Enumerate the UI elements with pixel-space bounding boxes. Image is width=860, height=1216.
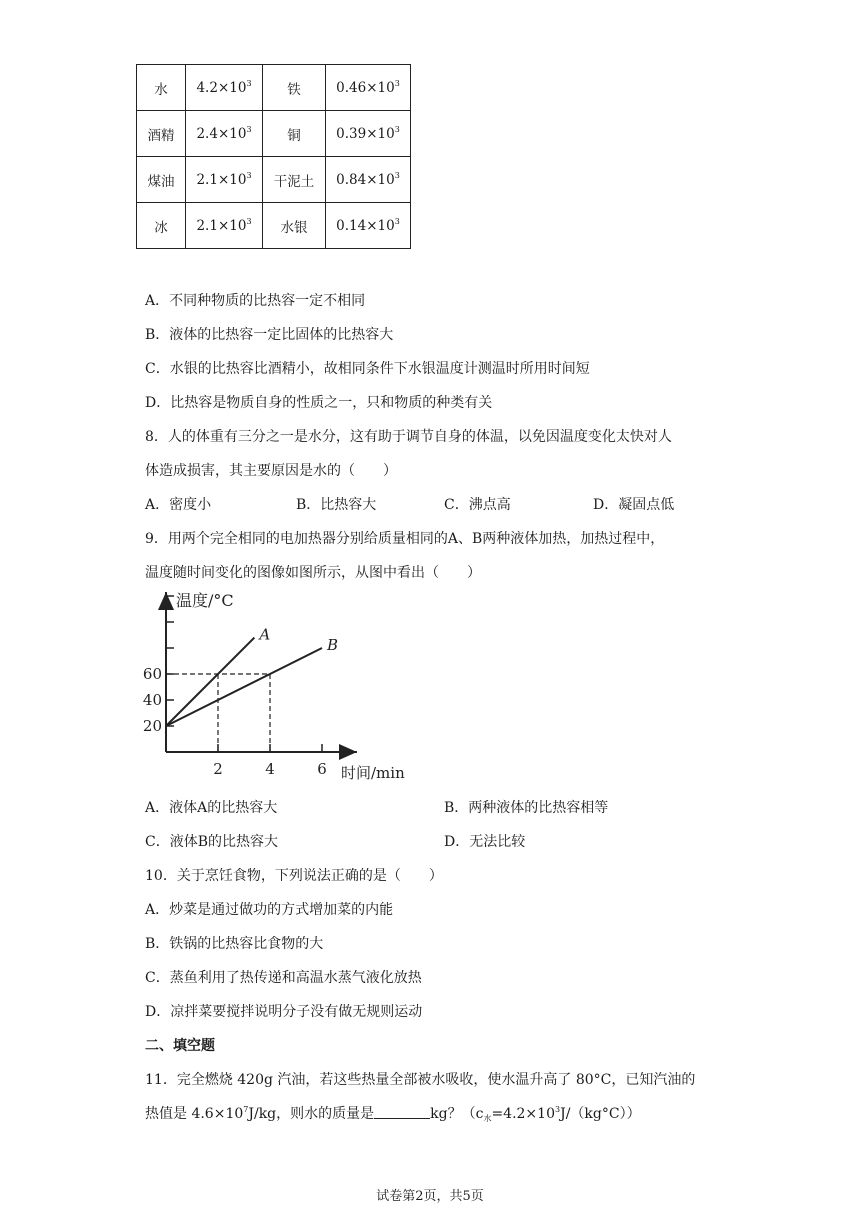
q7-option-d: D．比热容是物质自身的性质之一，只和物质的种类有关: [145, 395, 493, 411]
q10-stem: 10．关于烹饪食物，下列说法正确的是（ ）: [145, 868, 443, 884]
table-row: [137, 157, 411, 203]
substance-cell: 煤油: [137, 157, 186, 203]
substance-cell: 水银: [263, 203, 326, 249]
q9-option-a: A．液体A的比热容大: [145, 800, 278, 816]
q10-option-b: B．铁锅的比热容比食物的大: [145, 936, 324, 952]
page-footer: 试卷第2页，共5页: [376, 1189, 484, 1204]
value-cell: $0.84\times 10^3$: [326, 157, 411, 203]
substance-cell: 酒精: [137, 111, 186, 157]
q8-option-a: A．密度小: [145, 497, 212, 513]
x-axis-label: 时间/min: [341, 764, 405, 782]
q8-stem-line1: 8．人的体重有三分之一是水分，这有助于调节自身的体温，以免因温度变化太快对人: [145, 429, 672, 445]
x-tick-label: 6: [317, 760, 327, 778]
q8-option-d: D．凝固点低: [593, 497, 675, 513]
series-label-b: B: [327, 636, 339, 654]
y-tick-label: 40: [142, 691, 162, 709]
q8-option-b: B．比热容大: [296, 497, 377, 513]
q8-stem-line2: 体造成损害，其主要原因是水的（ ）: [145, 463, 397, 479]
value-cell: $2.1\times 10^3$: [186, 157, 263, 203]
q7-option-c: C．水银的比热容比酒精小，故相同条件下水银温度计测温时所用时间短: [145, 361, 590, 377]
q9-stem-line2: 温度随时间变化的图像如图所示，从图中看出（ ）: [145, 565, 481, 581]
table-row: [137, 65, 411, 111]
table-row: [137, 203, 411, 249]
value-cell: $0.39\times 10^3$: [326, 111, 411, 157]
temperature-time-chart: [135, 586, 415, 786]
table-row: [137, 111, 411, 157]
value-cell: $0.46\times 10^3$: [326, 65, 411, 111]
x-tick-label: 4: [265, 760, 275, 778]
q10-option-d: D．凉拌菜要搅拌说明分子没有做无规则运动: [145, 1004, 423, 1020]
series-line-b: [166, 648, 322, 726]
q9-option-c: C．液体B的比热容大: [145, 834, 278, 850]
value-cell: $2.4\times 10^3$: [186, 111, 263, 157]
answer-blank[interactable]: [374, 1106, 430, 1119]
series-label-a: A: [259, 625, 271, 644]
specific-heat-table: [136, 64, 411, 249]
substance-cell: 铜: [263, 111, 326, 157]
y-tick-label: 20: [142, 717, 162, 735]
q7-option-a: A．不同种物质的比热容一定不相同: [145, 293, 366, 309]
q8-option-c: C．沸点高: [444, 497, 511, 513]
y-tick-label: 60: [142, 665, 162, 683]
section-heading: 二、填空题: [145, 1038, 215, 1054]
q10-option-a: A．炒菜是通过做功的方式增加菜的内能: [145, 902, 394, 918]
substance-cell: 水: [137, 65, 186, 111]
q11-stem-line1: 11．完全燃烧 420g 汽油，若这些热量全部被水吸收，使水温升高了 80°C，已知汽油的: [145, 1072, 696, 1088]
q11-stem-line2: 热值是 $4.6\times 10^7J/kg$，则水的质量是 kg？$(c_水=4.2\times 10^3J/(kg^\circ C))$: [145, 1105, 641, 1123]
q9-stem-line1: 9．用两个完全相同的电加热器分别给质量相同的A、B两种液体加热，加热过程中，: [145, 531, 665, 547]
substance-cell: 干泥土: [263, 157, 326, 203]
substance-cell: 铁: [263, 65, 326, 111]
value-cell: $0.14\times 10^3$: [326, 203, 411, 249]
q10-option-c: C．蒸鱼利用了热传递和高温水蒸气液化放热: [145, 970, 422, 986]
q7-option-b: B．液体的比热容一定比固体的比热容大: [145, 327, 394, 343]
q9-option-b: B．两种液体的比热容相等: [444, 800, 609, 816]
series-line-a: [166, 638, 254, 726]
value-cell: $2.1\times 10^3$: [186, 203, 263, 249]
y-axis-label: 温度/°C: [176, 591, 234, 610]
value-cell: $4.2\times 10^3$: [186, 65, 263, 111]
substance-cell: 冰: [137, 203, 186, 249]
q9-option-d: D．无法比较: [444, 834, 526, 850]
x-tick-label: 2: [213, 760, 223, 778]
